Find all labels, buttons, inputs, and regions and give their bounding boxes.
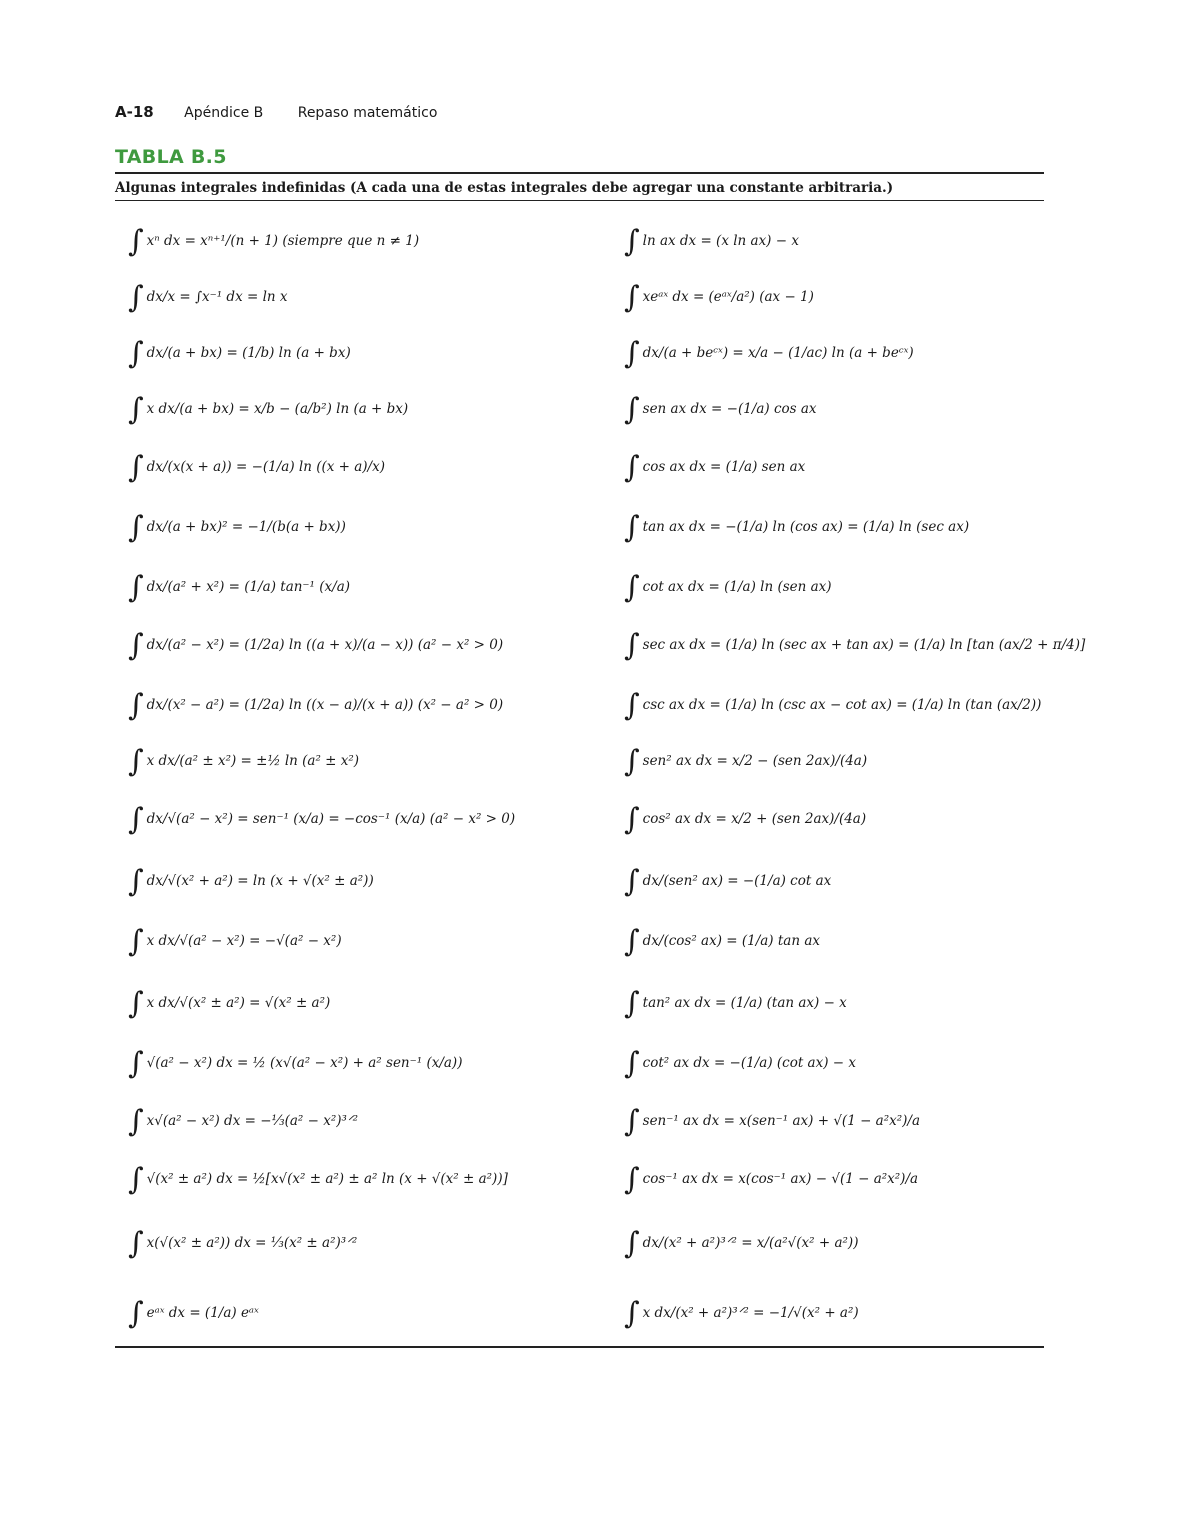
formula-row: ∫ √(x² ± a²) dx = ½[x√(x² ± a²) ± a² ln (x + √(x² ± a²))]: [128, 1162, 508, 1197]
formula-row: ∫ x(√(x² ± a²)) dx = ⅓(x² ± a²)³ᐟ²: [128, 1226, 358, 1261]
caption-rule: [115, 200, 1044, 201]
formula-row: ∫ √(a² − x²) dx = ½ (x√(a² − x²) + a² sen⁻¹ (x/a)): [128, 1046, 463, 1081]
integral-sign: ∫: [624, 336, 640, 371]
top-rule: [115, 172, 1044, 174]
formula-row: ∫ dx/(a + beᶜˣ) = x/a − (1/ac) ln (a + beᶜˣ): [624, 336, 914, 371]
integral-sign: ∫: [624, 510, 640, 545]
integral-sign: ∫: [624, 224, 640, 259]
section-name: Apéndice B: [184, 105, 264, 121]
integral-sign: ∫: [624, 450, 640, 485]
formula-row: ∫ dx/(sen² ax) = −(1/a) cot ax: [624, 864, 832, 899]
integral-sign: ∫: [128, 450, 144, 485]
formula-row: ∫ tan² ax dx = (1/a) (tan ax) − x: [624, 986, 847, 1021]
formula-row: ∫ csc ax dx = (1/a) ln (csc ax − cot ax) = (1/a) ln (tan (ax/2)): [624, 688, 1042, 723]
integral-sign: ∫: [624, 924, 640, 959]
integral-sign: ∫: [128, 1104, 144, 1139]
integral-sign: ∫: [128, 1162, 144, 1197]
integral-sign: ∫: [128, 1226, 144, 1261]
integral-sign: ∫: [624, 744, 640, 779]
formula-row: ∫ cot² ax dx = −(1/a) (cot ax) − x: [624, 1046, 856, 1081]
integral-sign: ∫: [128, 744, 144, 779]
integral-sign: ∫: [624, 280, 640, 315]
integral-sign: ∫: [128, 570, 144, 605]
formula-row: ∫ sec ax dx = (1/a) ln (sec ax + tan ax) = (1/a) ln [tan (ax/2 + π/4)]: [624, 628, 1086, 663]
formula-row: ∫ x dx/√(a² − x²) = −√(a² − x²): [128, 924, 342, 959]
integral-sign: ∫: [128, 924, 144, 959]
formula-row: ∫ sen ax dx = −(1/a) cos ax: [624, 392, 817, 427]
formula-row: ∫ dx/(a² + x²) = (1/a) tan⁻¹ (x/a): [128, 570, 351, 605]
integral-sign: ∫: [128, 864, 144, 899]
integral-sign: ∫: [128, 986, 144, 1021]
integral-sign: ∫: [128, 688, 144, 723]
formula-row: ∫ dx/√(x² + a²) = ln (x + √(x² ± a²)): [128, 864, 374, 899]
formula-row: ∫ sen⁻¹ ax dx = x(sen⁻¹ ax) + √(1 − a²x²)/a: [624, 1104, 921, 1139]
formula-row: ∫ dx/(a + bx)² = −1/(b(a + bx)): [128, 510, 346, 545]
running-header: [115, 103, 437, 121]
formula-row: ∫ xeᵃˣ dx = (eᵃˣ/a²) (ax − 1): [624, 280, 814, 315]
table-title: TABLA B.5: [115, 146, 227, 168]
integral-sign: ∫: [624, 1104, 640, 1139]
formula-row: ∫ dx/(a + bx) = (1/b) ln (a + bx): [128, 336, 351, 371]
integral-sign: ∫: [128, 1046, 144, 1081]
formula-row: ∫ ln ax dx = (x ln ax) − x: [624, 224, 799, 259]
page-number: A-18: [115, 103, 154, 121]
bottom-rule: [115, 1346, 1044, 1348]
integral-sign: ∫: [624, 1162, 640, 1197]
integral-sign: ∫: [128, 392, 144, 427]
integral-sign: ∫: [624, 392, 640, 427]
integral-sign: ∫: [624, 688, 640, 723]
formula-row: ∫ dx/(a² − x²) = (1/2a) ln ((a + x)/(a − x)) (a² − x² > 0): [128, 628, 504, 663]
integral-sign: ∫: [624, 1226, 640, 1261]
formula-row: ∫ cos⁻¹ ax dx = x(cos⁻¹ ax) − √(1 − a²x²)/a: [624, 1162, 919, 1197]
integral-sign: ∫: [128, 1296, 144, 1331]
integral-sign: ∫: [624, 1296, 640, 1331]
integral-sign: ∫: [128, 510, 144, 545]
formula-row: ∫ tan ax dx = −(1/a) ln (cos ax) = (1/a) ln (sec ax): [624, 510, 970, 545]
integral-sign: ∫: [624, 864, 640, 899]
integral-sign: ∫: [624, 802, 640, 837]
integral-sign: ∫: [624, 986, 640, 1021]
integral-sign: ∫: [624, 628, 640, 663]
formula-row: ∫ dx/(x(x + a)) = −(1/a) ln ((x + a)/x): [128, 450, 385, 485]
formula-row: ∫ x√(a² − x²) dx = −⅓(a² − x²)³ᐟ²: [128, 1104, 359, 1139]
chapter-name: Repaso matemático: [297, 105, 438, 121]
formula-row: ∫ dx/x = ∫x⁻¹ dx = ln x: [128, 280, 288, 315]
formula-row: ∫ x dx/(a² ± x²) = ±½ ln (a² ± x²): [128, 744, 360, 779]
formula-row: ∫ cot ax dx = (1/a) ln (sen ax): [624, 570, 832, 605]
formula-row: ∫ eᵃˣ dx = (1/a) eᵃˣ: [128, 1296, 259, 1331]
integral-sign: ∫: [128, 224, 144, 259]
formula-row: ∫ x dx/(x² + a²)³ᐟ² = −1/√(x² + a²): [624, 1296, 859, 1331]
formula-row: ∫ x dx/(a + bx) = x/b − (a/b²) ln (a + bx): [128, 392, 409, 427]
formula-row: ∫ dx/(x² − a²) = (1/2a) ln ((x − a)/(x + a)) (x² − a² > 0): [128, 688, 504, 723]
integral-sign: ∫: [624, 1046, 640, 1081]
formula-row: ∫ xⁿ dx = xⁿ⁺¹/(n + 1) (siempre que n ≠ 1): [128, 224, 420, 259]
integral-sign: ∫: [128, 628, 144, 663]
formula-row: ∫ cos ax dx = (1/a) sen ax: [624, 450, 806, 485]
integral-sign: ∫: [128, 280, 144, 315]
formula-row: ∫ dx/√(a² − x²) = sen⁻¹ (x/a) = −cos⁻¹ (x/a) (a² − x² > 0): [128, 802, 516, 837]
integral-sign: ∫: [128, 336, 144, 371]
integral-sign: ∫: [624, 570, 640, 605]
formula-row: ∫ cos² ax dx = x/2 + (sen 2ax)/(4a): [624, 802, 867, 837]
formula-row: ∫ dx/(x² + a²)³ᐟ² = x/(a²√(x² + a²)): [624, 1226, 859, 1261]
formula-row: ∫ x dx/√(x² ± a²) = √(x² ± a²): [128, 986, 331, 1021]
integral-sign: ∫: [128, 802, 144, 837]
formula-row: ∫ sen² ax dx = x/2 − (sen 2ax)/(4a): [624, 744, 868, 779]
formula-row: ∫ dx/(cos² ax) = (1/a) tan ax: [624, 924, 820, 959]
table-caption: Algunas integrales indefinidas (A cada una de estas integrales debe agregar una constante arbitraria.): [115, 180, 894, 196]
